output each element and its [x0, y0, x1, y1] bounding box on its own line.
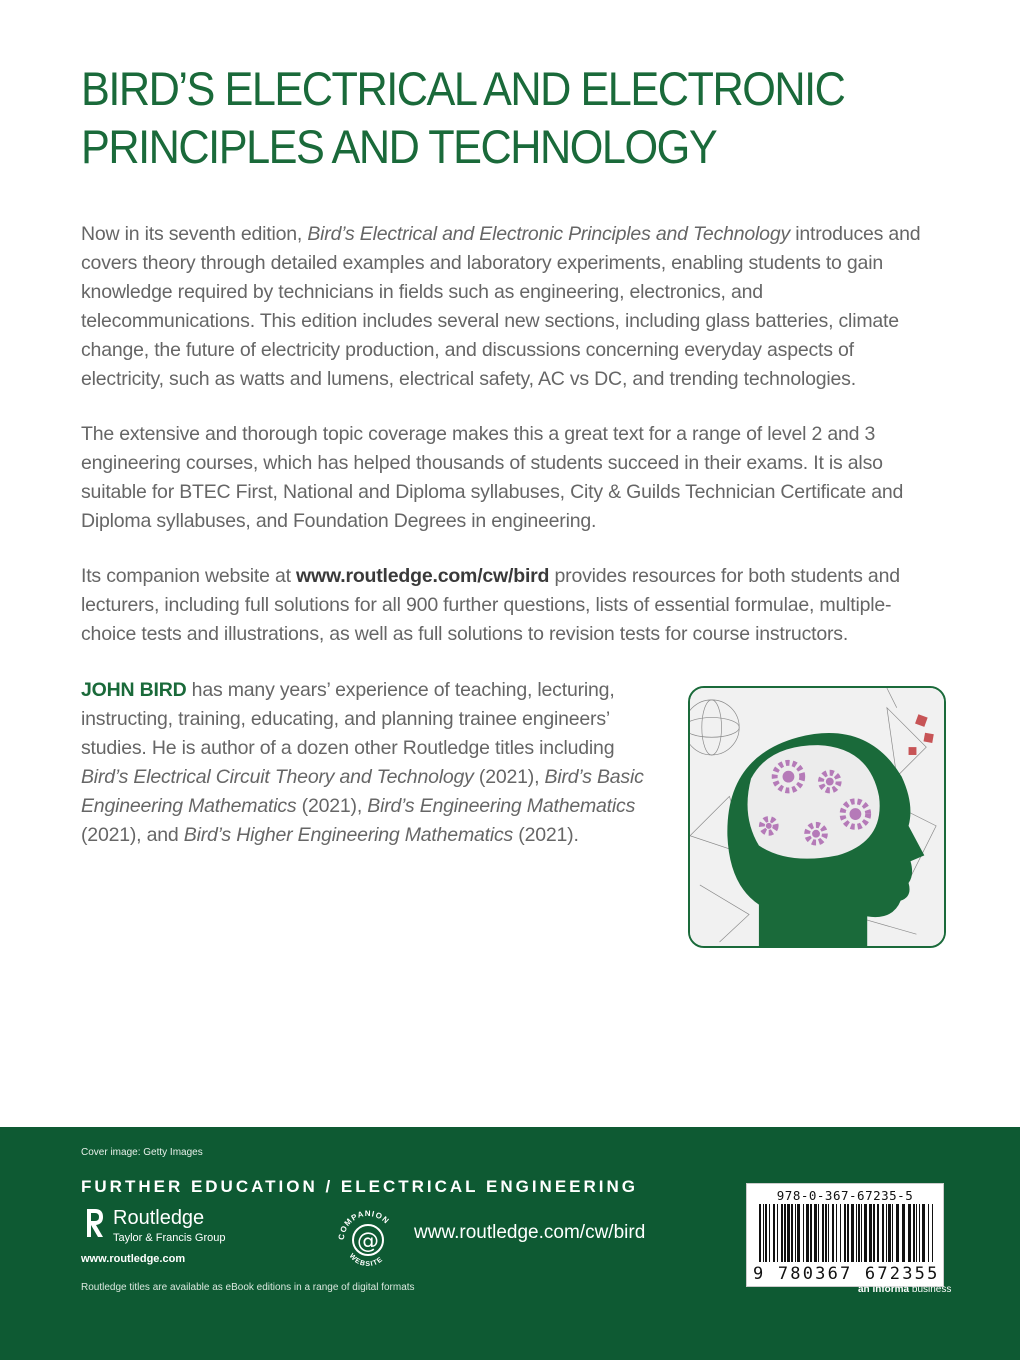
barcode-bar [825, 1204, 827, 1262]
isbn-hyphenated: 978-0-367-67235-5 [776, 1188, 914, 1203]
barcode-bar [922, 1204, 925, 1262]
barcode-bar [913, 1204, 915, 1262]
footer-band [0, 1127, 1020, 1360]
barcode-bar [777, 1204, 778, 1262]
barcode-bar [886, 1204, 887, 1262]
barcode-bar [916, 1204, 917, 1262]
barcode-bar [873, 1204, 875, 1262]
publisher-group: Taylor & Francis Group [113, 1232, 226, 1244]
barcode-bar [763, 1204, 764, 1262]
barcode-bar [864, 1204, 867, 1262]
barcode-bar [759, 1204, 761, 1262]
barcode-bar [806, 1204, 809, 1262]
publisher-url[interactable]: www.routledge.com [81, 1253, 186, 1265]
barcode-bar [844, 1204, 846, 1262]
barcode-bar [919, 1204, 920, 1262]
barcode-bar [791, 1204, 793, 1262]
barcode-bar [851, 1204, 854, 1262]
barcode-bar [784, 1204, 786, 1262]
isbn-barcode [746, 1183, 944, 1287]
barcode-bar [840, 1204, 841, 1262]
barcode-bar [928, 1204, 929, 1262]
publisher-block [81, 1205, 261, 1267]
isbn-barcode-digits: 9 780367 672355 [753, 1264, 940, 1284]
barcode-bar [787, 1204, 790, 1262]
barcode-bar [877, 1204, 879, 1262]
companion-website-badge-icon [332, 1202, 404, 1274]
barcode-bar [765, 1204, 767, 1262]
barcode-bar [795, 1204, 796, 1262]
barcode-bar [869, 1204, 872, 1262]
barcode-bar [836, 1204, 837, 1262]
subject-category: FURTHER EDUCATION / ELECTRICAL ENGINEERING [81, 1177, 638, 1196]
barcode [757, 1204, 937, 1266]
description-paragraph-1: Now in its seventh edition, Bird’s Electrical and Electronic Principles and Technology introduces and covers theory through detailed examples and laboratory experiments, enabling students to gain knowledge required by technicians in fields such as engineering, electronics, and telecommunications. This edition includes several new sections, including glass batteries, climate change, the future of electricity production, and discussions concerning everyday aspects of electricity, such as watts and lumens, electrical safety, AC vs DC, and trending technologies. [81, 223, 921, 390]
barcode-bar [803, 1204, 804, 1262]
barcode-bar [856, 1204, 857, 1262]
barcode-bar [892, 1204, 893, 1262]
title-line-1: BIRD’S ELECTRICAL AND ELECTRONIC [81, 62, 845, 115]
description-paragraph-2: The extensive and thorough topic coverage makes this a great text for a range of level 2 and 3 engineering courses, which has helped thousands of students succeed in their exams. It is also suitable for BTEC First, National and Diploma syllabuses, City & Guilds Technician Certificate and Diploma syllabuses, and Foundation Degrees in engineering. [81, 423, 904, 532]
publisher-name: Routledge [113, 1207, 205, 1229]
description-paragraph-3: Its companion website at www.routledge.com/cw/bird provides resources for both students and lecturers, including full solutions for all 900 further questions, lists of essential formulae, multiple-choice tests and illustrations, as well as full solutions to revision tests for course instructors. [81, 565, 900, 645]
title-line-2: PRINCIPLES AND TECHNOLOGY [81, 120, 717, 173]
ebook-note: Routledge titles are available as eBook editions in a range of digital formats [81, 1282, 415, 1293]
barcode-bar [818, 1204, 819, 1262]
svg-text:@: @ [357, 1229, 379, 1254]
head-gears-illustration [688, 686, 946, 948]
barcode-bar [814, 1204, 817, 1262]
barcode-bar [847, 1204, 849, 1262]
barcode-bar [773, 1204, 775, 1262]
barcode-bar [769, 1204, 770, 1262]
barcode-bar [908, 1204, 911, 1262]
barcode-bar [797, 1204, 800, 1262]
companion-website-url[interactable]: www.routledge.com/cw/bird [414, 1222, 646, 1243]
barcode-bar [822, 1204, 824, 1262]
svg-text:WEBSITE: WEBSITE [347, 1252, 385, 1269]
barcode-bar [861, 1204, 862, 1262]
barcode-bar [810, 1204, 812, 1262]
cover-image-credit: Cover image: Getty Images [81, 1147, 203, 1158]
author-bio: JOHN BIRD has many years’ experience of teaching, lecturing, instructing, training, educating, and planning trainee engineers’ studies. He is author of a dozen other Routledge titles including Bird’s Electrical Circuit Theory and Technology (2021), Bird’s Basic Engineering Mathematics (2021), Bird’s Engineering Mathematics (2021), and Bird’s Higher Engineering Mathematics (2021). [81, 679, 644, 846]
barcode-bar [828, 1204, 829, 1262]
barcode-bar [932, 1204, 933, 1262]
book-title [81, 60, 891, 176]
barcode-bar [858, 1204, 860, 1262]
barcode-bar [902, 1204, 905, 1262]
book-title-italic: Bird’s Electrical and Electronic Principles and Technology [307, 223, 791, 245]
informa-business-label: an informa business [858, 1284, 952, 1295]
svg-text:COMPANION: COMPANION [336, 1208, 392, 1241]
barcode-bar [888, 1204, 891, 1262]
barcode-bar [896, 1204, 899, 1262]
barcode-bar [882, 1204, 884, 1262]
barcode-bar [781, 1204, 783, 1262]
companion-website-link[interactable]: www.routledge.com/cw/bird [296, 565, 550, 587]
author-name: JOHN BIRD [81, 679, 187, 701]
barcode-bar [832, 1204, 834, 1262]
routledge-logo-icon [81, 1205, 107, 1251]
